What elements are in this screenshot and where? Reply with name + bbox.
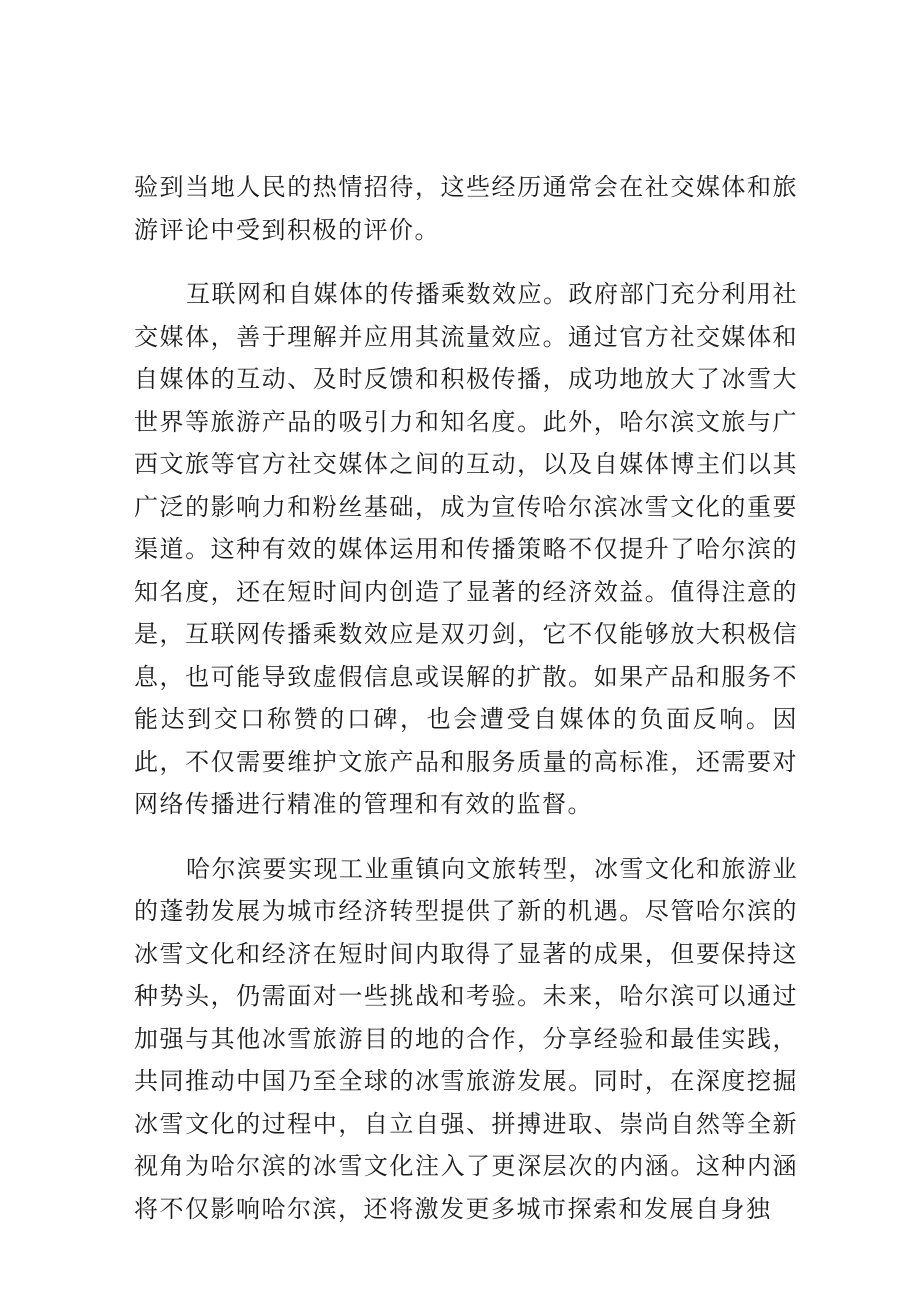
paragraph-harbin-transformation: 哈尔滨要实现工业重镇向文旅转型，冰雪文化和旅游业的蓬勃发展为城市经济转型提供了新的机遇。尽管哈尔滨的冰雪文化和经济在短时间内取得了显著的成果，但要保持这种势头，仍需面对一些挑战和考验。未来，哈尔滨可以通过加强与其他冰雪旅游目的地的合作，分享经验和最佳实践，共同推动中国乃至全球的冰雪旅游发展。同时，在深度挖掘冰雪文化的过程中，自立自强、拼搏进取、崇尚自然等全新视角为哈尔滨的冰雪文化注入了更深层次的内涵。这种内涵将不仅影响哈尔滨，还将激发更多城市探索和发展自身独 [134, 854, 798, 1223]
document-body [134, 166, 798, 1252]
paragraph-continuation: 验到当地人民的热情招待，这些经历通常会在社交媒体和旅游评论中受到积极的评价。 [134, 173, 798, 244]
paragraph-media-multiplier-effect: 互联网和自媒体的传播乘数效应。政府部门充分利用社交媒体，善于理解并应用其流量效应。通过官方社交媒体和自媒体的互动、及时反馈和积极传播，成功地放大了冰雪大世界等旅游产品的吸引力和知名度。此外，哈尔滨文旅与广西文旅等官方社交媒体之间的互动，以及自媒体博主们以其广泛的影响力和粉丝基础，成为宣传哈尔滨冰雪文化的重要渠道。这种有效的媒体运用和传播策略不仅提升了哈尔滨的知名度，还在短时间内创造了显著的经济效益。值得注意的是，互联网传播乘数效应是双刃剑，它不仅能够放大积极信息，也可能导致虚假信息或误解的扩散。如果产品和服务不能达到交口称赞的口碑，也会遭受自媒体的负面反响。因此，不仅需要维护文旅产品和服务质量的高标准，还需要对网络传播进行精准的管理和有效的监督。 [134, 280, 798, 818]
